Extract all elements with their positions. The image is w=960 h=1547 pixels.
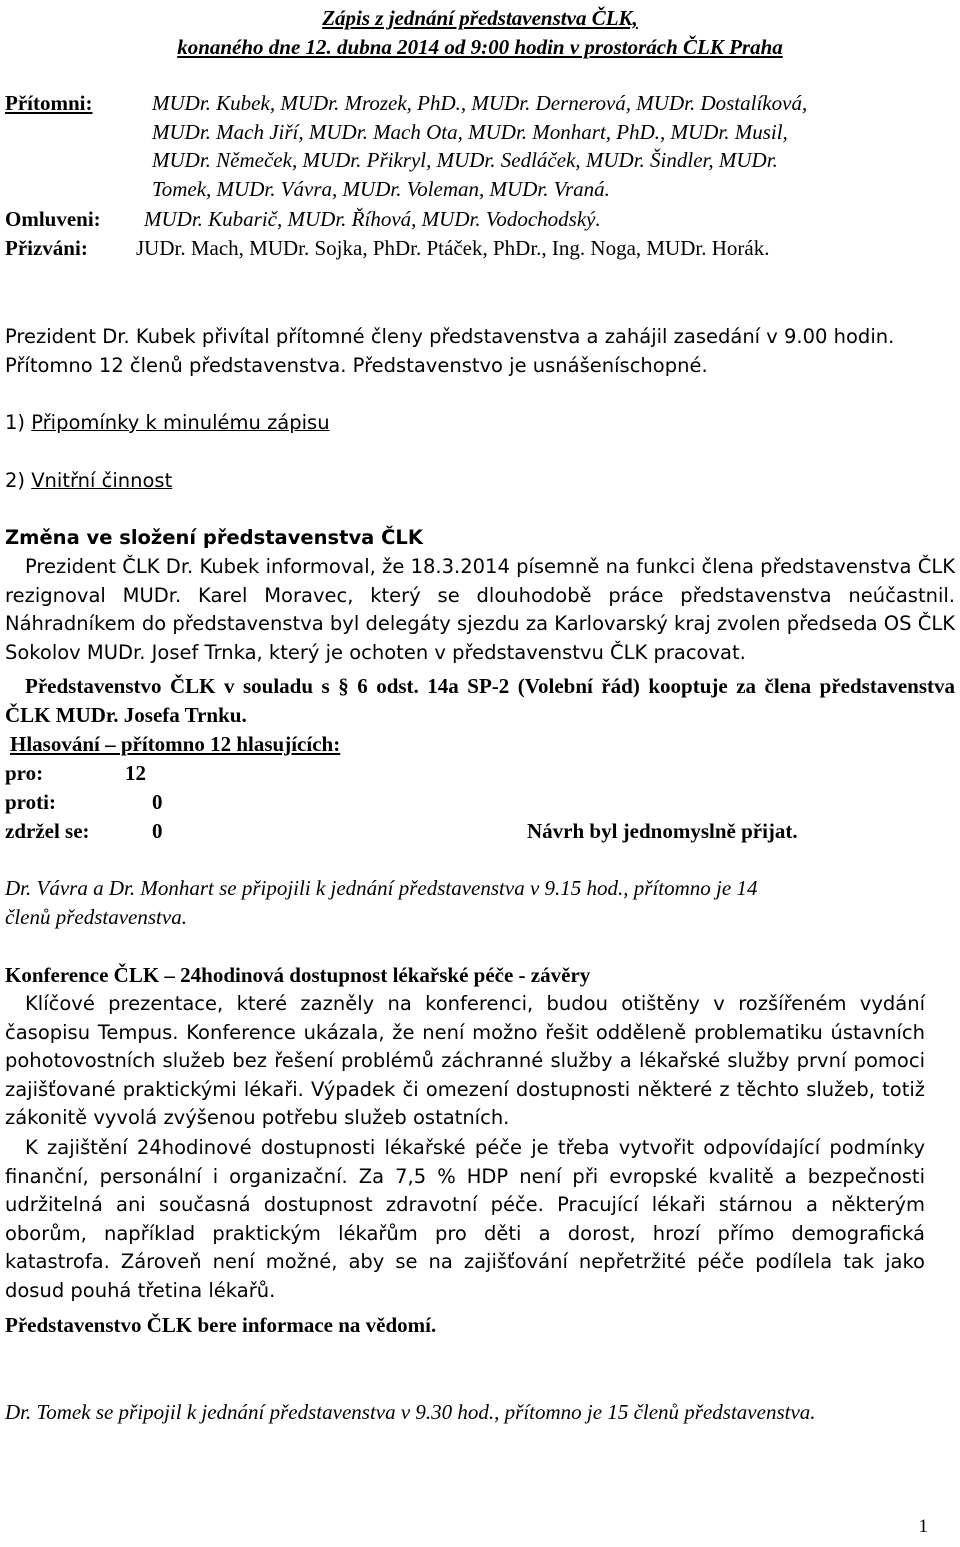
section-1-number: 1)	[5, 411, 32, 434]
invited-label: Přizváni:	[5, 236, 88, 260]
title-line-1: Zápis z jednání představenstva ČLK,	[322, 6, 638, 30]
title-line-2: konaného dne 12. dubna 2014 od 9:00 hodin v prostorách ČLK Praha	[177, 35, 783, 59]
section-2-heading	[5, 467, 931, 496]
conference-resolution: Představenstvo ČLK bere informace na vědomí.	[5, 1313, 437, 1337]
intro-paragraph	[5, 323, 955, 380]
present-line: MUDr. Kubek, MUDr. Mrozek, PhD., MUDr. Dernerová, MUDr. Dostalíková,	[152, 91, 808, 115]
change-text-body: Prezident ČLK Dr. Kubek informoval, že 18.3.2014 písemně na funkci člena představenstva ČLK rezignoval MUDr. Karel Moravec, který se dlouhodobě práce představenstva neúčastnil. Náhradníkem do představenstva byl delegáty sjezdu za Karlovarský kraj zvolen předseda OS ČLK Sokolov MUDr. Josef Trnka, který je ochoten v představenstvu ČLK pracovat.	[5, 555, 955, 664]
present-line: Tomek, MUDr. Vávra, MUDr. Voleman, MUDr. Vraná.	[152, 176, 610, 201]
vote-zdrzel-label: zdržel se:	[5, 819, 90, 843]
change-resolution-text: Představenstvo ČLK v souladu s § 6 odst. 14a SP-2 (Volební řád) kooptuje za člena představenstva ČLK MUDr. Josefa Trnku.	[5, 674, 955, 727]
vote-zdrzel-value: 0	[152, 819, 163, 843]
present-label: Přítomni:	[5, 91, 93, 115]
section-2-number: 2)	[5, 469, 32, 492]
section-2-title: Vnitřní činnost	[31, 469, 173, 492]
change-resolution	[5, 672, 955, 729]
vote-heading	[10, 730, 936, 759]
conference-paragraph-1	[5, 990, 925, 1133]
page-number: 1	[918, 1515, 928, 1537]
intro-line-1: Prezident Dr. Kubek přivítal přítomné členy představenstva a zahájil zasedání v 9.00 hodin.	[5, 325, 895, 348]
vote-pro-value: 12	[125, 761, 146, 785]
arrival-1	[5, 874, 937, 931]
invited-list: JUDr. Mach, MUDr. Sojka, PhDr. Ptáček, PhDr., Ing. Noga, MUDr. Horák.	[136, 236, 770, 260]
arrival-2: Dr. Tomek se připojil k jednání představenstva v 9.30 hod., přítomno je 15 členů představenstva.	[5, 1400, 816, 1424]
excused-label: Omluveni:	[5, 207, 101, 231]
vote-pro-label: pro:	[5, 761, 44, 785]
change-heading: Změna ve složení představenstva ČLK	[5, 526, 423, 549]
excused-list: MUDr. Kubarič, MUDr. Říhová, MUDr. Vodochodský.	[144, 207, 601, 231]
vote-proti-value: 0	[152, 790, 163, 814]
vote-proti-row	[5, 788, 163, 817]
conference-heading: Konference ČLK – 24hodinová dostupnost lékařské péče - závěry	[5, 963, 591, 987]
vote-heading-text: Hlasování – přítomno 12 hlasujících:	[10, 732, 341, 756]
present-line: MUDr. Mach Jiří, MUDr. Mach Ota, MUDr. Monhart, PhD., MUDr. Musil,	[152, 119, 788, 144]
change-text	[5, 553, 955, 667]
arrival-1-line-2: členů představenstva.	[5, 904, 187, 929]
document-title	[0, 4, 960, 62]
conference-paragraph-1-text: Klíčové prezentace, které zazněly na konferenci, budou otištěny v rozšířeném vydání časopisu Tempus. Konference ukázala, že není možno řešit odděleně problematiku ústavních pohotovostních služeb bez řešení problémů záchranné služby a lékařské služby první pomoci zajišťované praktickými lékaři. Výpadek či omezení dostupnosti některé z těchto služeb, totiž zákonitě vyvolá zvýšenou potřebu služeb ostatních.	[5, 992, 925, 1129]
vote-proti-label: proti:	[5, 790, 56, 814]
arrival-1-line-1: Dr. Vávra a Dr. Monhart se připojili k jednání představenstva v 9.15 hod., přítomno je 14	[5, 876, 758, 900]
vote-zdrzel-row	[5, 817, 163, 846]
present-list	[152, 89, 960, 203]
conference-paragraph-2	[5, 1134, 925, 1305]
section-1-heading	[5, 409, 931, 438]
present-line: MUDr. Němeček, MUDr. Přikryl, MUDr. Sedláček, MUDr. Šindler, MUDr.	[152, 148, 778, 172]
conference-paragraph-2-text: K zajištění 24hodinové dostupnosti lékařské péče je třeba vytvořit odpovídající podmínky finanční, personální i organizační. Za 7,5 % HDP není při evropské kvalitě a bezpečnosti udržitelná ani současná dostupnost zdravotní péče. Pracující lékaři stárnou a některým oborům, například praktickým lékařům pro děti a dorost, hrozí přímo demografická katastrofa. Zároveň není možné, aby se na zajišťování nepřetržité péče podílela tak jako dosud pouhá třetina lékařů.	[5, 1136, 925, 1302]
section-1-title: Připomínky k minulému zápisu	[31, 411, 330, 434]
vote-pro-row	[5, 759, 146, 788]
intro-line-2: Přítomno 12 členů představenstva. Představenstvo je usnášeníschopné.	[5, 353, 708, 377]
vote-result: Návrh byl jednomyslně přijat.	[527, 819, 798, 843]
